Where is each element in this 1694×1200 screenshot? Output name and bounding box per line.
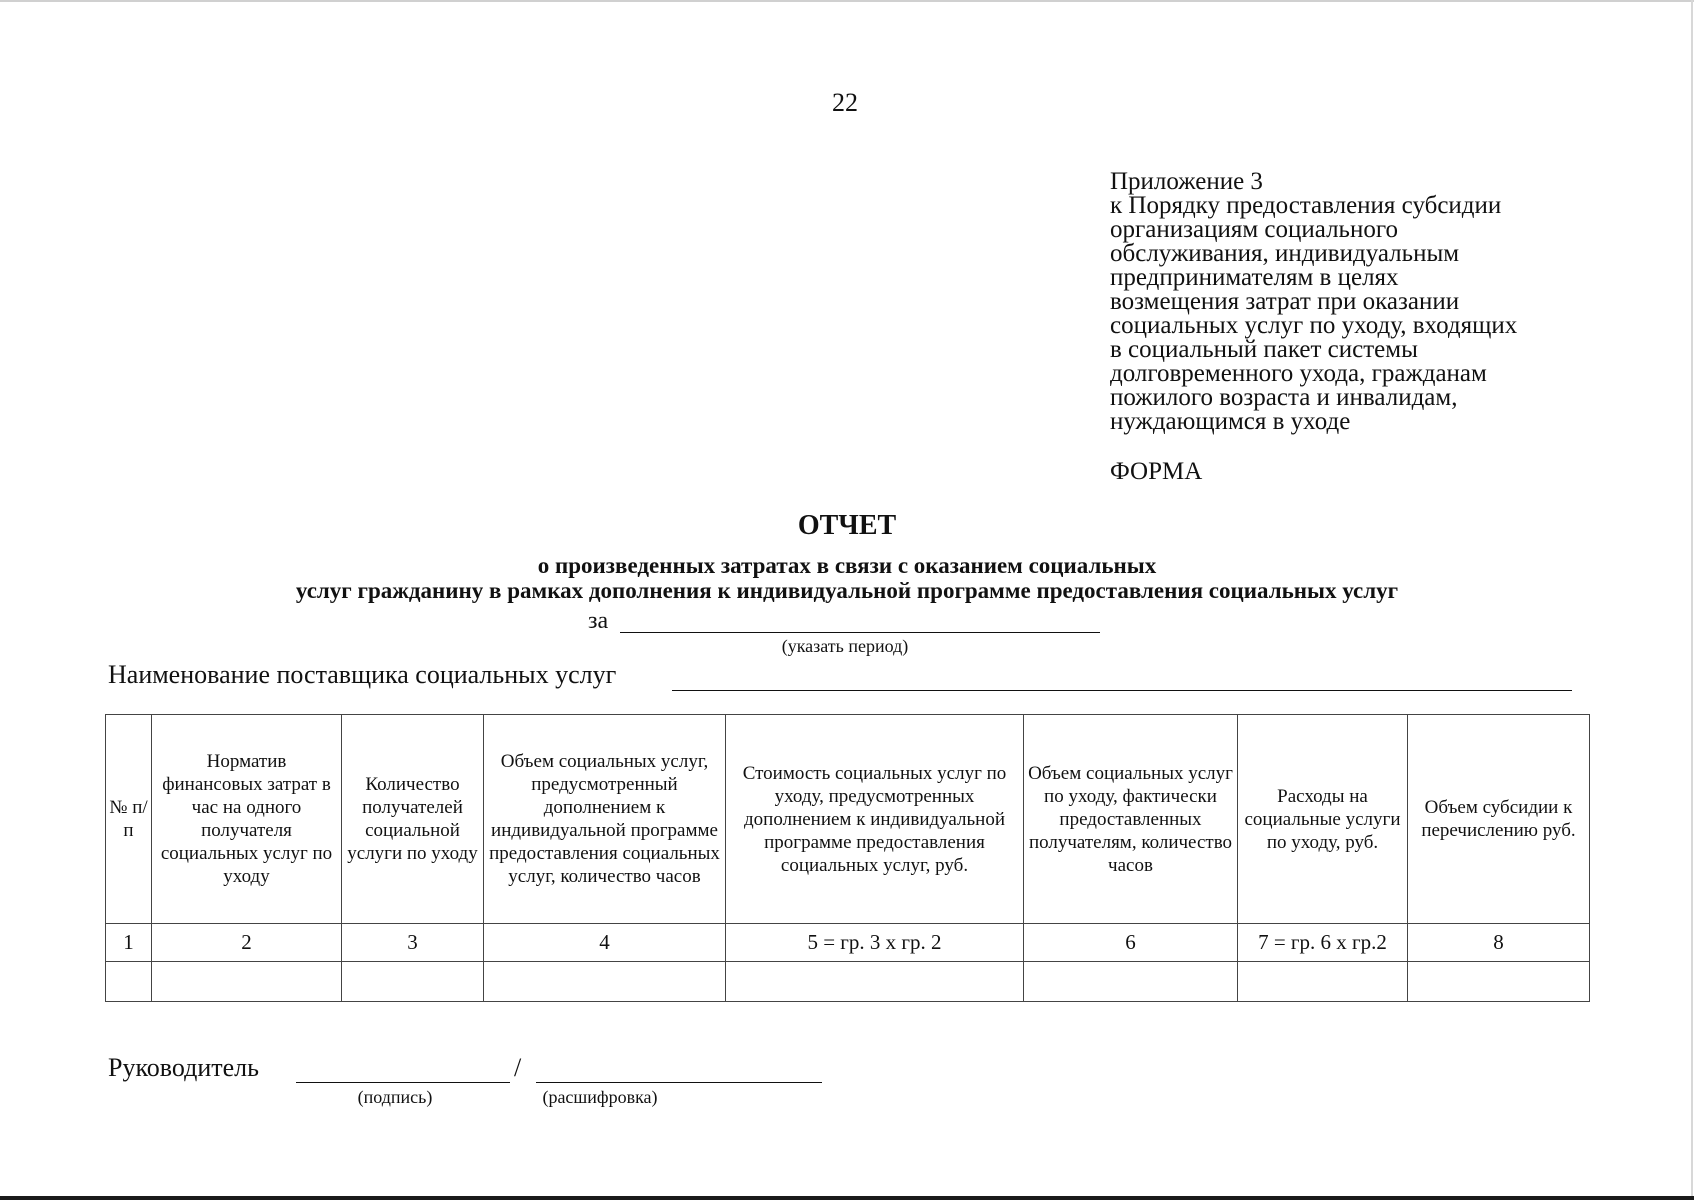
- table-cell: 1: [106, 924, 152, 962]
- report-title: ОТЧЕТ: [797, 510, 897, 541]
- report-subtitle-line: услуг гражданину в рамках дополнения к индивидуальной программе предоставления социальных услуг: [295, 578, 1399, 603]
- table-header-cell: Объем субсидии к перечислению руб.: [1408, 715, 1590, 924]
- appendix-line: долговременного ухода, гражданам: [1110, 360, 1487, 387]
- table-empty-row: [106, 962, 1590, 1002]
- appendix-line: нуждающимся в уходе: [1110, 408, 1351, 435]
- appendix-line: пожилого возраста и инвалидам,: [1110, 384, 1458, 411]
- page-number: 22: [832, 88, 858, 117]
- table-cell: [484, 962, 726, 1002]
- table-header-cell: Расходы на социальные услуги по уходу, руб.: [1238, 715, 1408, 924]
- report-table: [105, 714, 1590, 1002]
- signature-field-line: [296, 1082, 510, 1083]
- appendix-line: к Порядку предоставления субсидии: [1110, 192, 1502, 219]
- table-cell: 4: [484, 924, 726, 962]
- table-cell: 8: [1408, 924, 1590, 962]
- table-cell: [1024, 962, 1238, 1002]
- signature-label: Руководитель: [108, 1053, 259, 1082]
- table-header-cell: Объем социальных услуг, предусмотренный дополнением к индивидуальной программе предоставления социальных услуг, количество часов: [484, 715, 726, 924]
- table-header-cell: Количество получателей социальной услуги по уходу: [342, 715, 484, 924]
- signature-slash: /: [514, 1053, 522, 1082]
- page-bottom-edge: [0, 1196, 1694, 1200]
- appendix-line: Приложение 3: [1110, 168, 1263, 195]
- appendix-line: социальных услуг по уходу, входящих: [1110, 312, 1518, 339]
- appendix-line: обслуживания, индивидуальным: [1110, 240, 1460, 267]
- table-cell: [342, 962, 484, 1002]
- table-cell: [152, 962, 342, 1002]
- table-cell: 3: [342, 924, 484, 962]
- signature-hint: (подпись): [357, 1087, 433, 1107]
- report-subtitle: [0, 553, 1694, 603]
- appendix-block: [1110, 170, 1680, 434]
- table-cell: [726, 962, 1024, 1002]
- table-cell: 5 = гр. 3 х гр. 2: [726, 924, 1024, 962]
- table-cell: 6: [1024, 924, 1238, 962]
- table-header-row: [106, 715, 1590, 924]
- provider-label: Наименование поставщика социальных услуг: [108, 660, 617, 689]
- period-word: за: [588, 608, 609, 634]
- page-top-edge: [0, 0, 1694, 2]
- signature-decode-field-line: [536, 1082, 822, 1083]
- table-cell: [1408, 962, 1590, 1002]
- table-column-number-row: [106, 924, 1590, 962]
- appendix-line: возмещения затрат при оказании: [1110, 288, 1460, 315]
- table-cell: 2: [152, 924, 342, 962]
- forma-label: ФОРМА: [1110, 458, 1203, 485]
- signature-decode-hint: (расшифровка): [542, 1087, 658, 1107]
- table-cell: [1238, 962, 1408, 1002]
- period-hint: (указать период): [781, 636, 909, 656]
- appendix-line: в социальный пакет системы: [1110, 336, 1418, 363]
- table-cell: [106, 962, 152, 1002]
- table-header-cell: Норматив финансовых затрат в час на одного получателя социальных услуг по уходу: [152, 715, 342, 924]
- table-header-cell: № п/п: [106, 715, 152, 924]
- table-header-cell: Стоимость социальных услуг по уходу, предусмотренных дополнением к индивидуальной программе предоставления социальных услуг, руб.: [726, 715, 1024, 924]
- appendix-line: организациям социального: [1110, 216, 1398, 243]
- table-header-cell: Объем социальных услуг по уходу, фактически предоставленных получателям, количество часов: [1024, 715, 1238, 924]
- appendix-line: предпринимателям в целях: [1110, 264, 1399, 291]
- provider-field-line: [672, 690, 1572, 691]
- table-cell: 7 = гр. 6 х гр.2: [1238, 924, 1408, 962]
- period-field-line: [620, 632, 1100, 633]
- report-subtitle-line: о произведенных затратах в связи с оказанием социальных: [537, 553, 1157, 578]
